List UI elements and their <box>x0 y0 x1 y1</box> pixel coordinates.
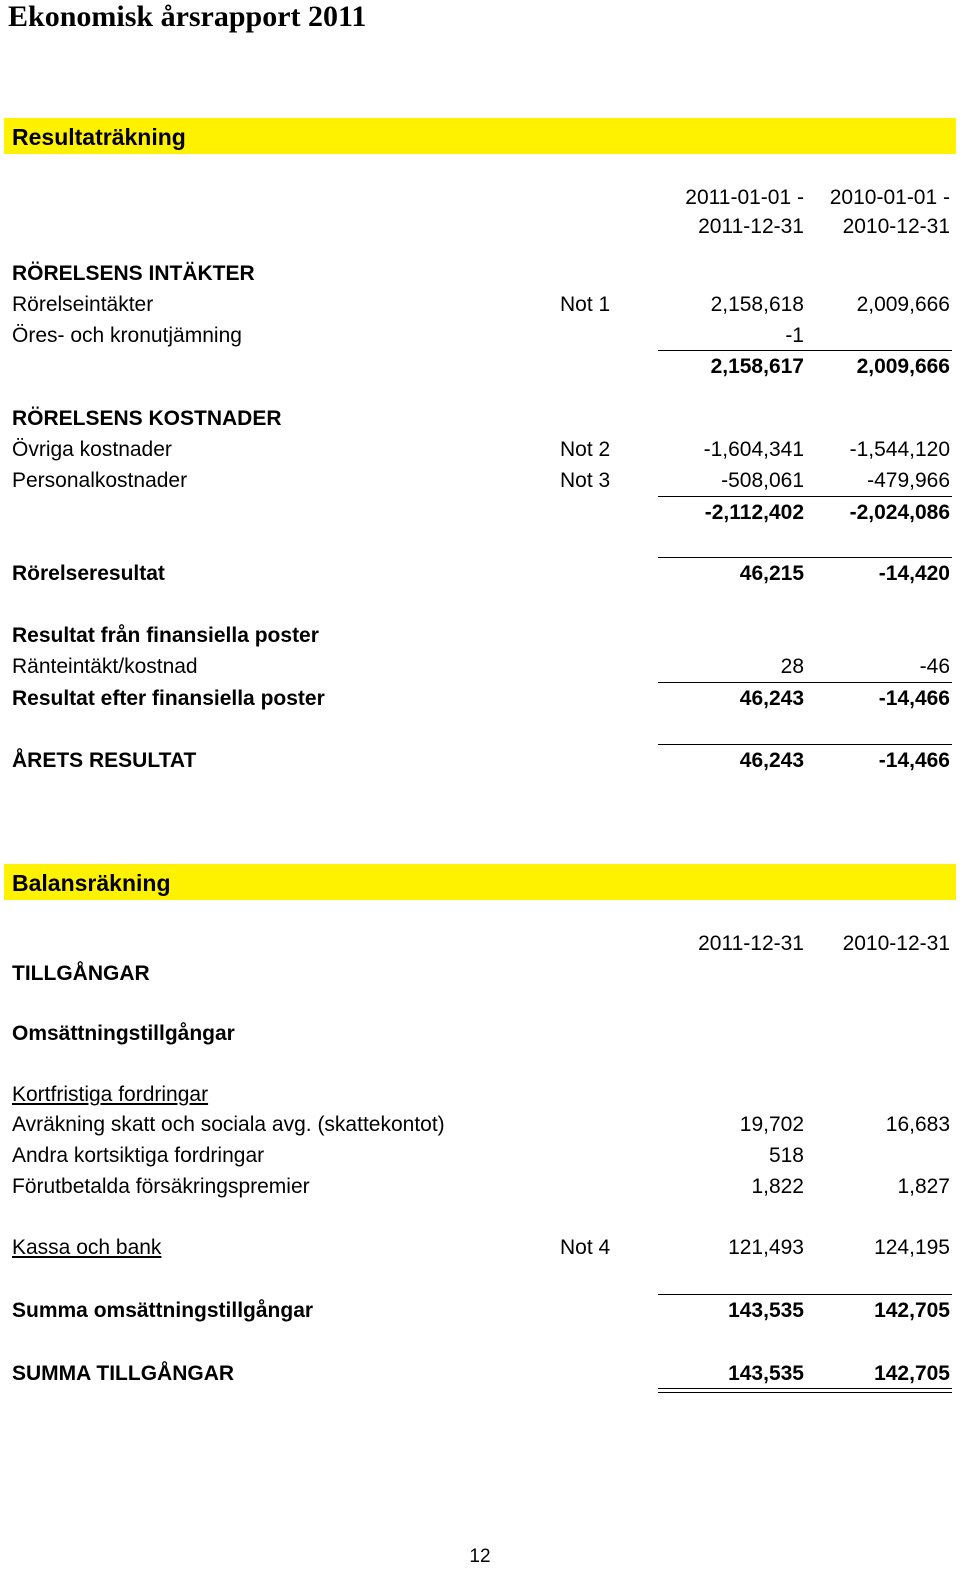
operating-income-2011: 2,158,618 <box>710 293 804 316</box>
costs-total-2011: -2,112,402 <box>704 501 804 524</box>
assets-total-double-underline <box>658 1388 952 1393</box>
period-2011-start: 2011-01-01 - <box>685 186 804 209</box>
balance-sheet-heading: Balansräkning <box>12 870 171 896</box>
assets-total-2011: 143,535 <box>728 1362 804 1385</box>
current-assets-total-2010: 142,705 <box>874 1299 950 1322</box>
period-2010-start: 2010-01-01 - <box>829 186 950 209</box>
page-number: 12 <box>469 1546 491 1567</box>
prepaid-insurance-label: Förutbetalda försäkringspremier <box>12 1175 310 1198</box>
tax-account-2010: 16,683 <box>885 1113 950 1136</box>
cash-bank-note: Not 4 <box>560 1236 611 1259</box>
other-receivables-2011: 518 <box>768 1144 804 1167</box>
document-title: Ekonomisk årsrapport 2011 <box>8 0 367 33</box>
personnel-costs-2011: -508,061 <box>721 469 804 492</box>
interest-2010: -46 <box>919 655 950 678</box>
revenue-total-2010: 2,009,666 <box>856 355 950 378</box>
short-term-receivables-heading: Kortfristiga fordringar <box>12 1083 209 1106</box>
costs-total-2010: -2,024,086 <box>849 501 950 524</box>
balance-date-2011: 2011-12-31 <box>698 932 804 955</box>
year-result-line <box>658 744 952 745</box>
assets-total-label: SUMMA TILLGÅNGAR <box>12 1362 235 1385</box>
operating-result-label: Rörelseresultat <box>12 562 165 585</box>
result-after-financial-label: Resultat efter finansiella poster <box>12 687 325 710</box>
operating-income-label: Rörelseintäkter <box>12 293 154 316</box>
revenue-subtotal-line <box>658 350 952 351</box>
assets-total-2010: 142,705 <box>874 1362 950 1385</box>
other-costs-note: Not 2 <box>560 438 611 461</box>
income-statement-header-band <box>4 118 956 154</box>
interest-label: Ränteintäkt/kostnad <box>12 655 198 678</box>
current-assets-heading: Omsättningstillgångar <box>12 1022 235 1045</box>
rounding-label: Öres- och kronutjämning <box>12 324 242 347</box>
cash-bank-label: Kassa och bank <box>12 1236 162 1259</box>
cash-bank-2011: 121,493 <box>728 1236 804 1259</box>
year-result-2011: 46,243 <box>739 749 804 772</box>
period-2011-end: 2011-12-31 <box>698 215 804 238</box>
other-costs-label: Övriga kostnader <box>12 438 172 461</box>
current-assets-total-line <box>658 1294 952 1295</box>
financial-heading: Resultat från finansiella poster <box>12 624 319 647</box>
personnel-costs-label: Personalkostnader <box>12 469 188 492</box>
current-assets-total-label: Summa omsättningstillgångar <box>12 1299 314 1322</box>
operating-income-2010: 2,009,666 <box>856 293 950 316</box>
tax-account-label: Avräkning skatt och sociala avg. (skattekontot) <box>12 1113 445 1136</box>
financial-result-line <box>658 682 952 683</box>
balance-date-2010: 2010-12-31 <box>842 932 950 955</box>
other-receivables-label: Andra kortsiktiga fordringar <box>12 1144 265 1167</box>
interest-2011: 28 <box>780 655 804 678</box>
personnel-costs-note: Not 3 <box>560 469 611 492</box>
period-2010-end: 2010-12-31 <box>842 215 950 238</box>
result-after-financial-2011: 46,243 <box>739 687 804 710</box>
income-statement-heading: Resultaträkning <box>12 124 186 150</box>
assets-heading: TILLGÅNGAR <box>12 962 150 985</box>
balance-sheet-header-band <box>4 864 956 900</box>
cash-bank-2010: 124,195 <box>874 1236 950 1259</box>
revenue-heading: RÖRELSENS INTÄKTER <box>12 262 255 285</box>
revenue-total-2011: 2,158,617 <box>710 355 804 378</box>
tax-account-2011: 19,702 <box>739 1113 804 1136</box>
other-costs-2010: -1,544,120 <box>849 438 950 461</box>
operating-result-line <box>658 557 952 558</box>
prepaid-insurance-2010: 1,827 <box>897 1175 950 1198</box>
other-costs-2011: -1,604,341 <box>703 438 804 461</box>
current-assets-total-2011: 143,535 <box>728 1299 804 1322</box>
result-after-financial-2010: -14,466 <box>878 687 950 710</box>
operating-result-2010: -14,420 <box>878 562 950 585</box>
personnel-costs-2010: -479,966 <box>867 469 950 492</box>
costs-heading: RÖRELSENS KOSTNADER <box>12 407 282 430</box>
operating-result-2011: 46,215 <box>739 562 804 585</box>
costs-subtotal-line <box>658 496 952 497</box>
year-result-label: ÅRETS RESULTAT <box>12 749 197 772</box>
prepaid-insurance-2011: 1,822 <box>751 1175 804 1198</box>
rounding-2011: -1 <box>785 324 804 347</box>
year-result-2010: -14,466 <box>878 749 950 772</box>
operating-income-note: Not 1 <box>560 293 611 316</box>
